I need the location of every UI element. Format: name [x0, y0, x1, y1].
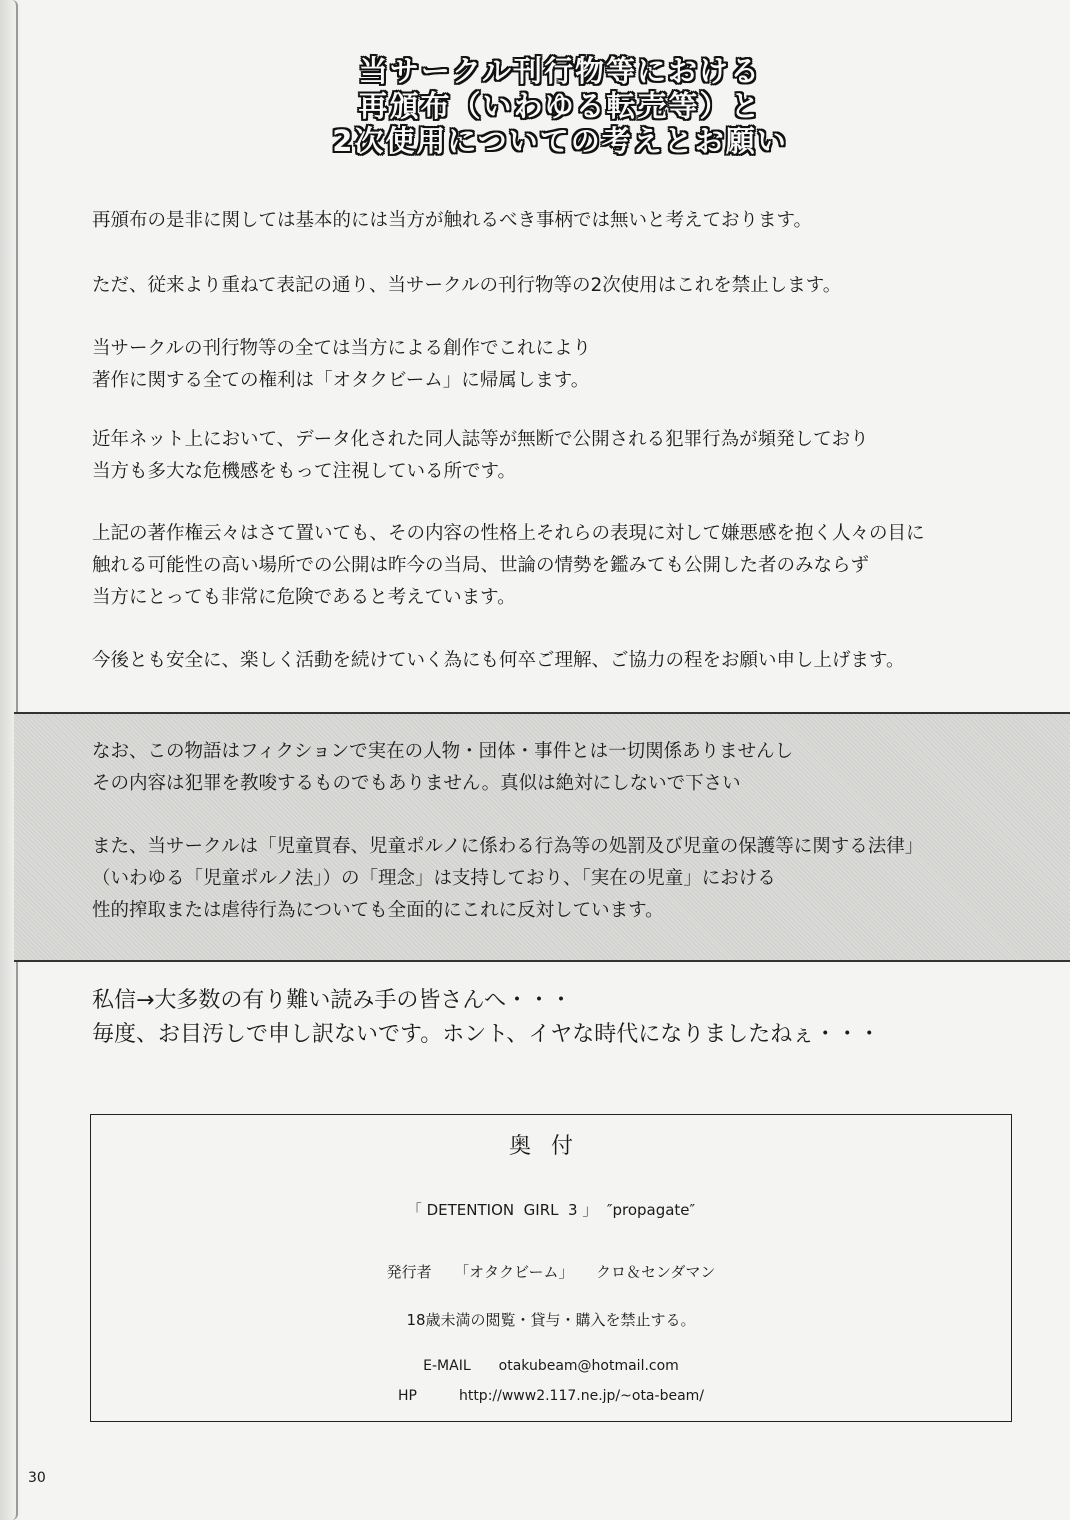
text-line: その内容は犯罪を教唆するものでもありません。真似は絶対にしないで下さい — [92, 773, 741, 794]
text-line: （いわゆる「児童ポルノ法」）の「理念」は支持しており、「実在の児童」における — [92, 868, 776, 889]
title-line-1: 当サークル刊行物等における — [358, 54, 762, 88]
text-line: 近年ネット上において、データ化された同人誌等が無断で公開される犯罪行為が頻発しており — [92, 429, 869, 450]
personal-message — [92, 984, 1052, 1052]
paragraph-redistribution — [92, 205, 1052, 237]
page-title — [180, 54, 940, 159]
text-line: 上記の著作権云々はさて置いても、その内容の性格上それらの表現に対して嫌悪感を抱く人々の目に — [92, 523, 925, 544]
colophon-publisher: 発行者 「オタクビーム」 クロ＆センダマン — [386, 1263, 716, 1281]
paragraph-copyright — [92, 333, 1052, 397]
title-line-2: 再頒布（いわゆる転売等）と — [358, 89, 762, 123]
text-line: 性的搾取または虐待行為についても全面的にこれに反対しています。 — [92, 900, 664, 921]
colophon-box — [90, 1114, 1012, 1422]
text-line: 今後とも安全に、楽しく活動を続けていく為にも何卒ご理解、ご協力の程をお願い申し上げます。 — [92, 650, 905, 671]
text-line: 当サークルの刊行物等の全ては当方による創作でこれにより — [92, 338, 591, 359]
text-line: 当方にとっても非常に危険であると考えています。 — [92, 587, 516, 608]
paragraph-online-piracy — [92, 424, 1052, 488]
colophon-email: E-MAIL otakubeam@hotmail.com — [423, 1358, 679, 1374]
text-line: また、当サークルは「児童買春、児童ポルノに係わる行為等の処罰及び児童の保護等に関する法律」 — [92, 836, 924, 857]
title-line-3: 2次使用についての考えとお願い — [332, 124, 788, 158]
text-line: 当方も多大な危機感をもって注視している所です。 — [92, 461, 517, 482]
paragraph-risk — [92, 518, 1052, 614]
text-line: ただ、従来より重ねて表記の通り、当サークルの刊行物等の2次使用はこれを禁止します。 — [92, 275, 842, 296]
colophon-age-notice: 18歳未満の閲覧・貸与・購入を禁止する。 — [406, 1311, 696, 1329]
text-line: 触れる可能性の高い場所での公開は昨今の当局、世論の情勢を鑑みても公開した者のみならず — [92, 555, 870, 576]
paragraph-request — [92, 645, 1052, 677]
page-number: 30 — [28, 1470, 46, 1486]
colophon-work-title: 「 DETENTION GIRL 3 」 ″propagate″ — [406, 1201, 696, 1219]
text-line: なお、この物語はフィクションで実在の人物・団体・事件とは一切関係ありませんし — [92, 741, 794, 762]
colophon-homepage: HP http://www2.117.ne.jp/~ota-beam/ — [397, 1388, 705, 1404]
notice-fiction — [92, 736, 1052, 800]
paragraph-secondary-use — [92, 270, 1052, 302]
text-line: 私信→大多数の有り難い読み手の皆さんへ・・・ — [92, 988, 572, 1013]
colophon-title: 奥付 — [508, 1134, 593, 1159]
text-line: 著作に関する全ての権利は「オタクビーム」に帰属します。 — [92, 370, 590, 391]
notice-law — [92, 831, 1052, 927]
text-line: 毎度、お目汚しで申し訳ないです。ホント、イヤな時代になりましたねぇ・・・ — [92, 1022, 881, 1047]
text-line: 再頒布の是非に関しては基本的には当方が触れるべき事柄では無いと考えております。 — [92, 210, 813, 231]
